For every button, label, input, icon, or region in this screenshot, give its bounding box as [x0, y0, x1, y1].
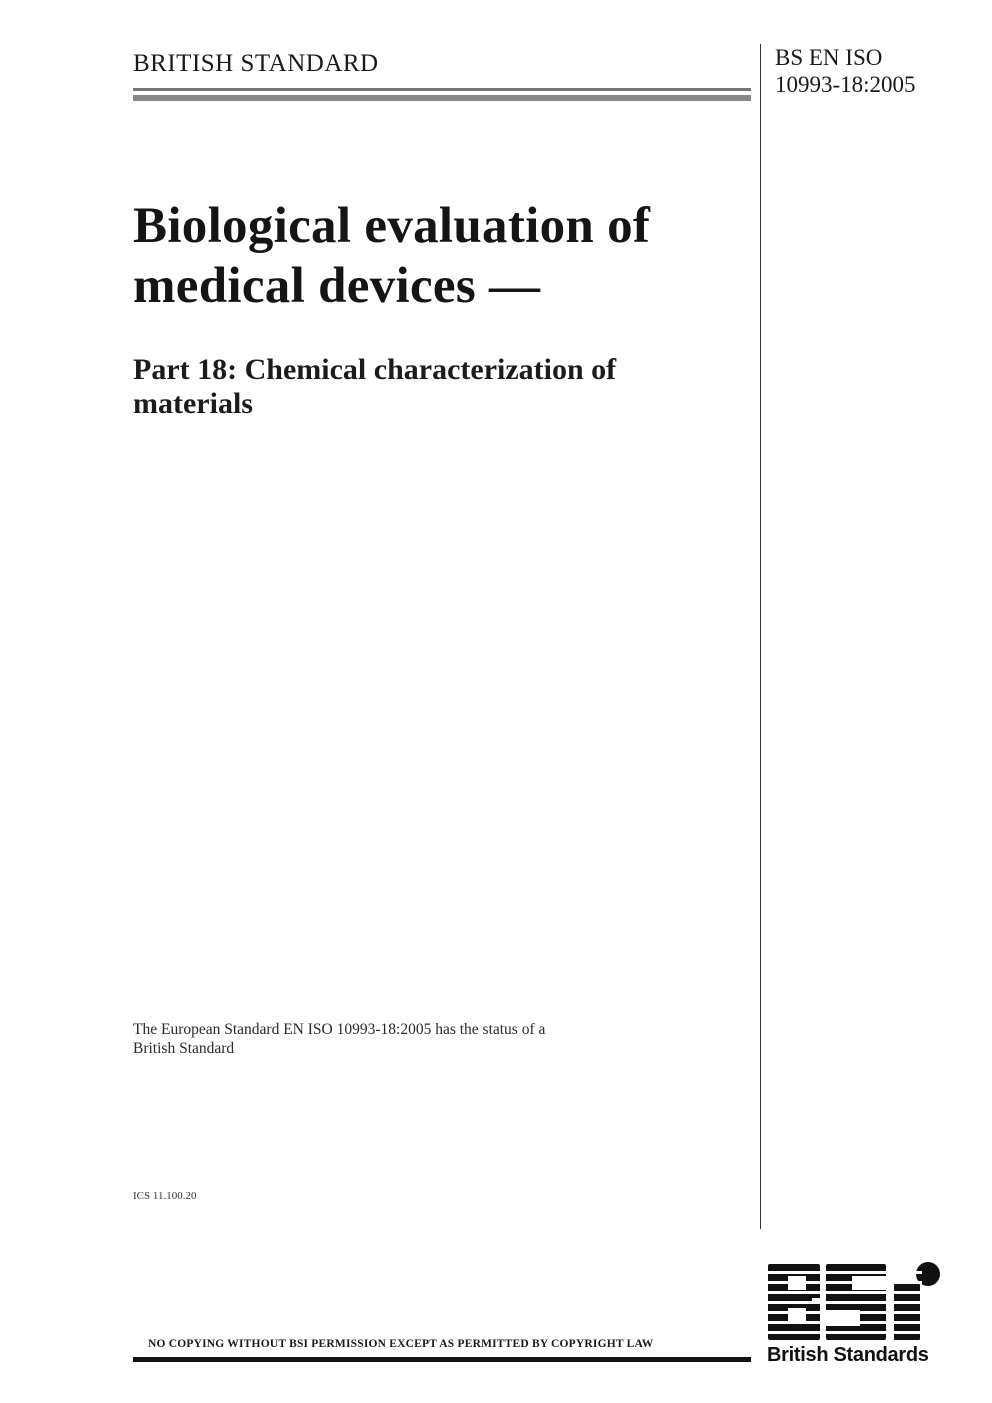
vertical-divider [760, 44, 761, 1229]
document-number-line1: BS EN ISO [775, 45, 883, 70]
bsi-logo-caption: British Standards [767, 1344, 929, 1366]
document-subtitle [133, 353, 753, 421]
copyright-notice: NO COPYING WITHOUT BSI PERMISSION EXCEPT AS PERMITTED BY COPYRIGHT LAW [148, 1338, 654, 1350]
subtitle-line2: materials [133, 387, 253, 420]
document-title [133, 196, 753, 316]
status-note-line2: British Standard [133, 1040, 235, 1057]
header-double-rule [133, 88, 751, 102]
document-number [775, 44, 916, 98]
standard-type-label: BRITISH STANDARD [133, 50, 379, 77]
subtitle-line1: Part 18: Chemical characterization of [133, 353, 617, 386]
footer-rule [133, 1357, 751, 1362]
status-note-line1: The European Standard EN ISO 10993-18:2005 has the status of a [133, 1021, 546, 1038]
title-line2: medical devices — [133, 258, 541, 314]
status-note [133, 1020, 693, 1058]
header-rule-thin [133, 88, 751, 91]
header-rule-thick [133, 95, 751, 101]
document-number-line2: 10993-18:2005 [775, 72, 916, 97]
ics-code: ICS 11.100.20 [133, 1190, 197, 1202]
title-line1: Biological evaluation of [133, 198, 651, 254]
